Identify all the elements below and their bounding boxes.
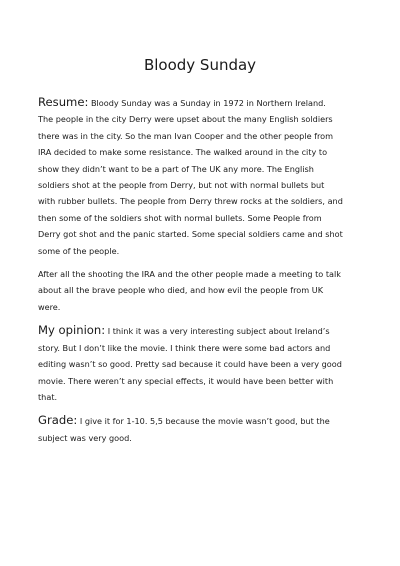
resume-heading: Resume:	[38, 95, 89, 109]
opinion-text: I think it was a very interesting subject about Ireland’s story. But I don’t like the movie. I think there were some bad actors and editing wasn’t so good. Pretty sad because it could have been a very good movie. There weren’t any special effects, it would have been better with that.	[38, 326, 342, 402]
resume-paragraph	[38, 94, 343, 259]
grade-paragraph	[38, 412, 343, 446]
opinion-paragraph	[38, 322, 343, 405]
grade-text: I give it for 1-10. 5,5 because the movie wasn’t good, but the subject was very good.	[38, 416, 330, 443]
aftermath-text: After all the shooting the IRA and the other people made a meeting to talk about all the brave people who died, and how evil the people from UK were.	[38, 269, 341, 312]
opinion-heading: My opinion:	[38, 323, 106, 338]
document-title: Bloody Sunday	[143, 56, 257, 74]
aftermath-paragraph	[38, 266, 343, 315]
resume-text: Bloody Sunday was a Sunday in 1972 in Northern Ireland. The people in the city Derry were upset about the many English soldiers there was in the city. So the man Ivan Cooper and the other people from IRA decided to make some resistance. The walked around in the city to show they didn’t want to be a part of The UK any more. The English soldiers shot at the people from Derry, but not with normal bullets but with rubber bullets. The people from Derry threw rocks at the soldiers, and then some of the soldiers shot with normal bullets. Some People from Derry got shot and the panic started. Some special soldiers came and shot some of the people.	[38, 98, 343, 256]
grade-heading: Grade:	[38, 413, 78, 428]
